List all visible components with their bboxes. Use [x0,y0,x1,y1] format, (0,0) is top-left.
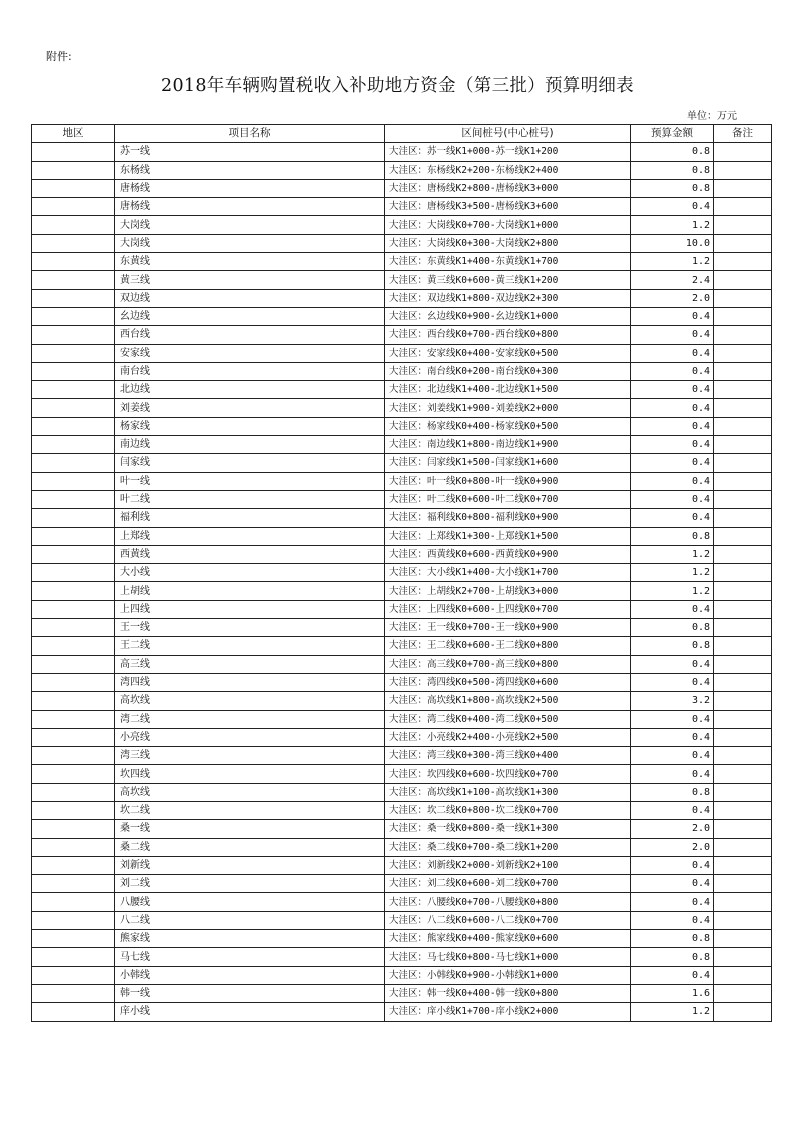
cell-note [714,417,772,435]
cell-project-name: 韩一线 [115,984,385,1002]
table-row [32,436,772,454]
cell-amount: 0.8 [631,527,714,545]
cell-region [32,801,115,819]
header-note: 备注 [714,125,772,143]
cell-region [32,143,115,161]
cell-region [32,619,115,637]
cell-region [32,1003,115,1021]
cell-section: 大洼区：幺边线K0+900-幺边线K1+000 [385,307,631,325]
cell-note [714,344,772,362]
header-region: 地区 [32,125,115,143]
cell-amount: 0.8 [631,143,714,161]
cell-amount: 0.4 [631,436,714,454]
cell-amount: 0.4 [631,417,714,435]
cell-section: 大洼区：桑二线K0+700-桑二线K1+200 [385,838,631,856]
table-row [32,692,772,710]
cell-section: 大洼区：南边线K1+800-南边线K1+900 [385,436,631,454]
cell-amount: 0.8 [631,161,714,179]
cell-section: 大洼区：刘二线K0+600-刘二线K0+700 [385,875,631,893]
cell-section: 大洼区：北边线K1+400-北边线K1+500 [385,381,631,399]
cell-project-name: 坎四线 [115,765,385,783]
table-row [32,234,772,252]
cell-region [32,948,115,966]
cell-region [32,545,115,563]
table-row [32,673,772,691]
cell-note [714,490,772,508]
cell-section: 大洼区：熊家线K0+400-熊家线K0+600 [385,930,631,948]
cell-region [32,966,115,984]
cell-section: 大洼区：坎四线K0+600-坎四线K0+700 [385,765,631,783]
cell-amount: 0.4 [631,509,714,527]
cell-project-name: 刘新线 [115,856,385,874]
cell-amount: 0.4 [631,801,714,819]
cell-amount: 0.4 [631,198,714,216]
cell-section: 大洼区：东杨线K2+200-东杨线K2+400 [385,161,631,179]
table-row [32,875,772,893]
cell-project-name: 东杨线 [115,161,385,179]
cell-note [714,582,772,600]
cell-section: 大洼区：小亮线K2+400-小亮线K2+500 [385,728,631,746]
table-row [32,271,772,289]
cell-region [32,362,115,380]
cell-amount: 0.8 [631,783,714,801]
cell-project-name: 刘姜线 [115,399,385,417]
cell-project-name: 坎二线 [115,801,385,819]
cell-note [714,728,772,746]
cell-note [714,399,772,417]
cell-note [714,692,772,710]
table-row [32,619,772,637]
cell-region [32,326,115,344]
cell-section: 大洼区：大岗线K0+300-大岗线K2+800 [385,234,631,252]
table-row [32,253,772,271]
table-row [32,344,772,362]
cell-amount: 0.4 [631,600,714,618]
cell-note [714,381,772,399]
cell-region [32,838,115,856]
cell-amount: 2.0 [631,820,714,838]
cell-region [32,747,115,765]
cell-region [32,783,115,801]
table-row [32,161,772,179]
cell-amount: 0.4 [631,454,714,472]
cell-amount: 0.4 [631,326,714,344]
cell-region [32,399,115,417]
cell-section: 大洼区：马七线K0+800-马七线K1+000 [385,948,631,966]
cell-region [32,234,115,252]
cell-note [714,509,772,527]
cell-project-name: 安家线 [115,344,385,362]
cell-amount: 0.8 [631,930,714,948]
cell-note [714,838,772,856]
table-row [32,545,772,563]
cell-project-name: 上胡线 [115,582,385,600]
cell-amount: 0.8 [631,179,714,197]
cell-amount: 2.4 [631,271,714,289]
cell-amount: 1.2 [631,1003,714,1021]
cell-project-name: 王二线 [115,637,385,655]
cell-note [714,326,772,344]
table-row [32,838,772,856]
cell-amount: 0.4 [631,911,714,929]
cell-section: 大洼区：福利线K0+800-福利线K0+900 [385,509,631,527]
table-row [32,600,772,618]
cell-project-name: 高坎线 [115,692,385,710]
header-project: 项目名称 [115,125,385,143]
cell-project-name: 小亮线 [115,728,385,746]
cell-section: 大洼区：桑一线K0+800-桑一线K1+300 [385,820,631,838]
cell-amount: 0.4 [631,710,714,728]
cell-region [32,600,115,618]
cell-amount: 1.2 [631,253,714,271]
table-row [32,637,772,655]
cell-amount: 0.4 [631,765,714,783]
cell-section: 大洼区：刘新线K2+000-刘新线K2+100 [385,856,631,874]
cell-project-name: 桑二线 [115,838,385,856]
cell-amount: 1.2 [631,582,714,600]
table-row [32,930,772,948]
cell-region [32,820,115,838]
cell-region [32,710,115,728]
cell-region [32,436,115,454]
cell-section: 大洼区：小韩线K0+900-小韩线K1+000 [385,966,631,984]
cell-project-name: 高坎线 [115,783,385,801]
table-row [32,216,772,234]
cell-amount: 0.4 [631,472,714,490]
cell-project-name: 闫家线 [115,454,385,472]
table-row [32,783,772,801]
cell-project-name: 杨家线 [115,417,385,435]
cell-section: 大洼区：庠小线K1+700-庠小线K2+000 [385,1003,631,1021]
cell-project-name: 高三线 [115,655,385,673]
cell-note [714,307,772,325]
cell-region [32,728,115,746]
cell-amount: 1.2 [631,216,714,234]
cell-section: 大洼区：南台线K0+200-南台线K0+300 [385,362,631,380]
cell-note [714,673,772,691]
cell-note [714,619,772,637]
table-row [32,527,772,545]
cell-project-name: 南台线 [115,362,385,380]
cell-project-name: 湾二线 [115,710,385,728]
cell-section: 大洼区：刘姜线K1+900-刘姜线K2+000 [385,399,631,417]
cell-amount: 10.0 [631,234,714,252]
cell-region [32,161,115,179]
cell-note [714,783,772,801]
cell-amount: 3.2 [631,692,714,710]
cell-project-name: 马七线 [115,948,385,966]
cell-note [714,801,772,819]
table-row [32,856,772,874]
cell-note [714,179,772,197]
cell-amount: 0.4 [631,307,714,325]
cell-section: 大洼区：闫家线K1+500-闫家线K1+600 [385,454,631,472]
cell-project-name: 大岗线 [115,234,385,252]
table-row [32,911,772,929]
cell-project-name: 北边线 [115,381,385,399]
cell-amount: 0.4 [631,381,714,399]
cell-project-name: 桑一线 [115,820,385,838]
cell-amount: 0.4 [631,344,714,362]
cell-amount: 0.8 [631,619,714,637]
table-row [32,490,772,508]
cell-note [714,472,772,490]
budget-table [31,124,772,1022]
cell-amount: 1.2 [631,564,714,582]
table-row [32,289,772,307]
cell-project-name: 叶一线 [115,472,385,490]
cell-region [32,637,115,655]
cell-region [32,911,115,929]
cell-project-name: 上郑线 [115,527,385,545]
table-row [32,417,772,435]
cell-project-name: 双边线 [115,289,385,307]
cell-project-name: 东黄线 [115,253,385,271]
header-amount: 预算金额 [631,125,714,143]
cell-region [32,509,115,527]
cell-section: 大洼区：西台线K0+700-西台线K0+800 [385,326,631,344]
cell-region [32,527,115,545]
cell-project-name: 庠小线 [115,1003,385,1021]
table-row [32,966,772,984]
cell-project-name: 西黄线 [115,545,385,563]
cell-section: 大洼区：双边线K1+800-双边线K2+300 [385,289,631,307]
cell-section: 大洼区：高坎线K1+100-高坎线K1+300 [385,783,631,801]
cell-note [714,198,772,216]
cell-note [714,253,772,271]
cell-region [32,564,115,582]
cell-section: 大洼区：高三线K0+700-高三线K0+800 [385,655,631,673]
cell-section: 大洼区：东黄线K1+400-东黄线K1+700 [385,253,631,271]
cell-region [32,198,115,216]
table-row [32,564,772,582]
cell-note [714,984,772,1002]
cell-region [32,417,115,435]
cell-project-name: 八腰线 [115,893,385,911]
cell-section: 大洼区：西黄线K0+600-西黄线K0+900 [385,545,631,563]
table-body [32,143,772,1021]
cell-project-name: 南边线 [115,436,385,454]
table-row [32,984,772,1002]
cell-amount: 0.4 [631,893,714,911]
cell-section: 大洼区：高坎线K1+800-高坎线K2+500 [385,692,631,710]
cell-project-name: 大小线 [115,564,385,582]
cell-region [32,875,115,893]
cell-amount: 1.2 [631,545,714,563]
cell-project-name: 湾四线 [115,673,385,691]
cell-project-name: 西台线 [115,326,385,344]
cell-note [714,143,772,161]
cell-amount: 0.8 [631,948,714,966]
cell-region [32,344,115,362]
cell-section: 大洼区：上四线K0+600-上四线K0+700 [385,600,631,618]
cell-note [714,545,772,563]
cell-project-name: 黄三线 [115,271,385,289]
cell-note [714,600,772,618]
cell-amount: 0.4 [631,747,714,765]
cell-section: 大洼区：安家线K0+400-安家线K0+500 [385,344,631,362]
cell-note [714,875,772,893]
cell-region [32,856,115,874]
cell-region [32,490,115,508]
cell-project-name: 唐杨线 [115,198,385,216]
cell-region [32,984,115,1002]
cell-region [32,271,115,289]
cell-section: 大洼区：王二线K0+600-王二线K0+800 [385,637,631,655]
cell-amount: 1.6 [631,984,714,1002]
cell-amount: 2.0 [631,289,714,307]
cell-note [714,710,772,728]
cell-amount: 0.4 [631,655,714,673]
cell-amount: 0.8 [631,637,714,655]
table-row [32,765,772,783]
cell-amount: 0.4 [631,856,714,874]
cell-amount: 0.4 [631,966,714,984]
cell-region [32,472,115,490]
cell-note [714,893,772,911]
cell-note [714,161,772,179]
cell-region [32,930,115,948]
table-row [32,143,772,161]
cell-amount: 0.4 [631,490,714,508]
cell-project-name: 刘二线 [115,875,385,893]
unit-label: 单位：万元 [687,111,737,122]
table-row [32,362,772,380]
cell-section: 大洼区：叶一线K0+800-叶一线K0+900 [385,472,631,490]
cell-note [714,234,772,252]
cell-region [32,454,115,472]
table-row [32,710,772,728]
cell-section: 大洼区：苏一线K1+000-苏一线K1+200 [385,143,631,161]
cell-region [32,582,115,600]
table-row [32,472,772,490]
attachment-label: 附件: [46,50,72,63]
page-title: 2018年车辆购置税收入补助地方资金（第三批）预算明细表 [161,76,634,96]
cell-amount: 0.4 [631,728,714,746]
table-row [32,1003,772,1021]
table-row [32,728,772,746]
table-row [32,307,772,325]
cell-note [714,911,772,929]
table-row [32,801,772,819]
cell-amount: 0.4 [631,673,714,691]
table-row [32,655,772,673]
cell-section: 大洼区：坎二线K0+800-坎二线K0+700 [385,801,631,819]
cell-section: 大洼区：王一线K0+700-王一线K0+900 [385,619,631,637]
cell-section: 大洼区：唐杨线K2+800-唐杨线K3+000 [385,179,631,197]
cell-project-name: 熊家线 [115,930,385,948]
cell-note [714,637,772,655]
cell-section: 大洼区：韩一线K0+400-韩一线K0+800 [385,984,631,1002]
cell-region [32,893,115,911]
cell-project-name: 大岗线 [115,216,385,234]
cell-section: 大洼区：黄三线K0+600-黄三线K1+200 [385,271,631,289]
cell-note [714,966,772,984]
table-row [32,198,772,216]
cell-project-name: 叶二线 [115,490,385,508]
cell-note [714,289,772,307]
cell-region [32,253,115,271]
cell-project-name: 幺边线 [115,307,385,325]
cell-note [714,765,772,783]
table-row [32,326,772,344]
cell-region [32,655,115,673]
table-row [32,893,772,911]
cell-note [714,216,772,234]
cell-region [32,381,115,399]
cell-section: 大洼区：湾三线K0+300-湾三线K0+400 [385,747,631,765]
cell-section: 大洼区：上郑线K1+300-上郑线K1+500 [385,527,631,545]
cell-region [32,289,115,307]
cell-note [714,747,772,765]
cell-note [714,948,772,966]
cell-section: 大洼区：大岗线K0+700-大岗线K1+000 [385,216,631,234]
cell-section: 大洼区：唐杨线K3+500-唐杨线K3+600 [385,198,631,216]
table-row [32,179,772,197]
cell-region [32,673,115,691]
cell-project-name: 王一线 [115,619,385,637]
cell-section: 大洼区：八二线K0+600-八二线K0+700 [385,911,631,929]
cell-project-name: 湾三线 [115,747,385,765]
cell-region [32,307,115,325]
cell-amount: 0.4 [631,875,714,893]
cell-note [714,362,772,380]
table-row [32,582,772,600]
table-row [32,948,772,966]
cell-section: 大洼区：大小线K1+400-大小线K1+700 [385,564,631,582]
cell-amount: 0.4 [631,399,714,417]
header-section: 区间桩号(中心桩号) [385,125,631,143]
table-row [32,509,772,527]
table-row [32,381,772,399]
cell-section: 大洼区：上胡线K2+700-上胡线K3+000 [385,582,631,600]
cell-amount: 0.4 [631,362,714,380]
cell-region [32,692,115,710]
cell-note [714,271,772,289]
cell-note [714,930,772,948]
table-row [32,820,772,838]
cell-project-name: 苏一线 [115,143,385,161]
table-row [32,399,772,417]
cell-region [32,765,115,783]
cell-note [714,527,772,545]
table-header-row [32,125,772,143]
cell-project-name: 上四线 [115,600,385,618]
cell-note [714,856,772,874]
cell-note [714,436,772,454]
cell-section: 大洼区：湾二线K0+400-湾二线K0+500 [385,710,631,728]
cell-project-name: 福利线 [115,509,385,527]
cell-section: 大洼区：叶二线K0+600-叶二线K0+700 [385,490,631,508]
cell-note [714,655,772,673]
cell-project-name: 唐杨线 [115,179,385,197]
cell-note [714,564,772,582]
cell-amount: 2.0 [631,838,714,856]
cell-region [32,216,115,234]
cell-note [714,820,772,838]
cell-section: 大洼区：湾四线K0+500-湾四线K0+600 [385,673,631,691]
table-row [32,747,772,765]
cell-section: 大洼区：八腰线K0+700-八腰线K0+800 [385,893,631,911]
cell-note [714,1003,772,1021]
cell-project-name: 八二线 [115,911,385,929]
cell-project-name: 小韩线 [115,966,385,984]
cell-note [714,454,772,472]
cell-section: 大洼区：杨家线K0+400-杨家线K0+500 [385,417,631,435]
cell-region [32,179,115,197]
table-row [32,454,772,472]
